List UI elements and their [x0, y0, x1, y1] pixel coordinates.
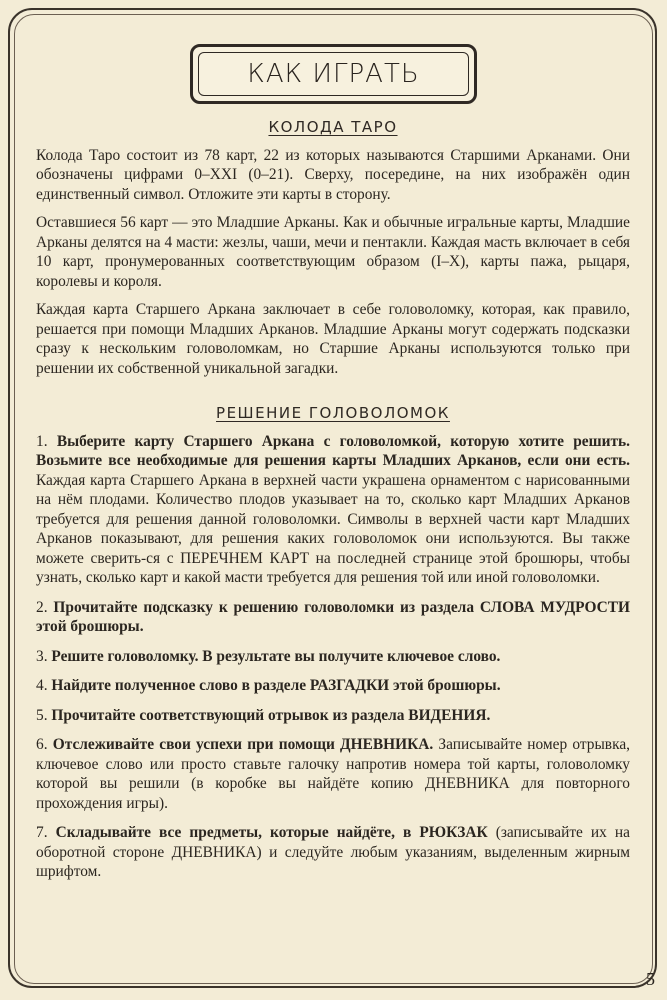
page-number: 5 — [646, 969, 655, 989]
step-bold-text: Найдите полученное слово в разделе РАЗГАДКИ этой брошюры. — [51, 677, 501, 694]
step-item — [36, 676, 630, 696]
step-number: 7. — [36, 824, 48, 841]
step-bold-text: Прочитайте подсказку к решению головоломки из раздела СЛОВА МУДРОСТИ этой брошюры. — [36, 598, 630, 635]
step-number: 6. — [36, 736, 48, 753]
step-number: 1. — [36, 432, 48, 450]
step-bold-text: Прочитайте соответствующий отрывок из раздела ВИДЕНИЯ. — [51, 706, 491, 724]
step-bold-text: Отслеживайте свои успехи при помощи ДНЕВНИКА. — [52, 736, 434, 753]
step-bold-text: Выберите карту Старшего Аркана с головоломкой, которую хотите решить. Возьмите все необходимые для решения карты Младших Арканов, если они есть. — [36, 432, 630, 469]
step-item — [36, 735, 630, 813]
paragraph: Каждая карта Старшего Аркана заключает в себе головоломку, которая, как правило, решается при помощи Младших Арканов. Младшие Арканы могут содержать подсказки сразу к нескольким головоломкам, но Старшие Арканы используются только при решении их собственной уникальной загадки. — [36, 301, 630, 377]
section-heading-tarot: КОЛОДА ТАРО — [268, 118, 398, 136]
step-item — [36, 598, 630, 637]
step-text: Каждая карта Старшего Аркана в верхней части украшена орнаментом с нарисованными на нём плодами. Количество плодов указывает на то, сколько карт Младших Арканов требуется для решения данной головоломки. Символы в верхней части карт Младших Арканов показывают, для решения каких головоломок они используются. Вы также можете сверить-ся с ПЕРЕЧНЕМ КАРТ на последней странице этой брошюры, чтобы узнать, сколько карт и какой масти требуется для решения той или иной головоломки. — [36, 471, 630, 586]
step-bold-text: Складывайте все предметы, которые найдёте, в РЮКЗАК — [55, 824, 488, 841]
step-number: 2. — [36, 598, 48, 616]
step-text: Записывайте номер отрывка, ключевое слово или просто ставьте галочку напротив номера той карты, головоломку которой вы решили (в коробке вы найдёте копию ДНЕВНИКА для повторного прохождения игры). — [36, 736, 631, 812]
page-title: КАК ИГРАТЬ — [247, 59, 420, 89]
step-item — [36, 706, 630, 726]
step-text: (записывайте их на оборотной стороне ДНЕВНИКА) и следуйте любым указаниям, выделенным жирным шрифтом. — [36, 824, 630, 880]
paragraph: Оставшиеся 56 карт — это Младшие Арканы. Как и обычные игральные карты, Младшие Арканы делятся на 4 масти: жезлы, чаши, мечи и пентакли. Каждая масть включает в себя 10 карт, пронумерованных соответствующим образом (I–X), карты пажа, рыцаря, королевы и короля. — [36, 214, 630, 290]
section-heading-solving: РЕШЕНИЕ ГОЛОВОЛОМОК — [216, 404, 450, 422]
step-number: 3. — [36, 647, 48, 665]
step-bold-text: Решите головоломку. В результате вы получите ключевое слово. — [51, 647, 501, 665]
paragraph: Колода Таро состоит из 78 карт, 22 из которых называются Старшими Арканами. Они обозначены цифрами 0–XXI (0–21). Сверху, посередине, на них изображён один единственный символ. Отложите эти карты в сторону. — [36, 146, 630, 203]
step-item — [36, 647, 630, 667]
step-item — [36, 823, 630, 882]
step-number: 5. — [36, 706, 48, 724]
document-body — [36, 118, 630, 892]
step-item — [36, 432, 630, 588]
step-number: 4. — [36, 677, 48, 694]
title-frame — [190, 44, 477, 104]
